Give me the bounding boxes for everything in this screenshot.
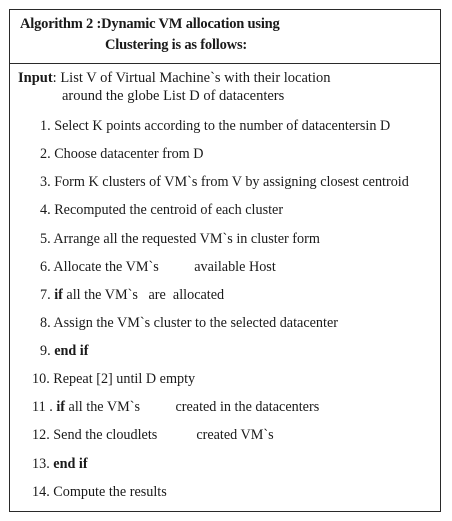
input-label: Input — [18, 70, 53, 86]
algorithm-header — [10, 10, 440, 64]
step-1 — [40, 118, 390, 135]
step-text: Recomputed the centroid of each cluster — [54, 202, 284, 218]
step-14 — [32, 484, 167, 501]
step-number: 4. — [40, 202, 51, 218]
step-text: Allocate the VM`s available Host — [53, 259, 276, 275]
step-5 — [40, 231, 320, 248]
step-number: 13. — [32, 456, 50, 472]
input-line-continuation: around the globe List D of datacenters — [62, 88, 285, 104]
step-number: 9. — [40, 343, 51, 359]
step-6 — [40, 259, 276, 276]
step-text: Form K clusters of VM`s from V by assigning closest centroid — [54, 174, 409, 190]
step-13 — [32, 456, 88, 473]
step-text: all the VM`s created in the datacenters — [68, 399, 320, 415]
step-number: 1. — [40, 118, 51, 134]
step-keyword: end if — [54, 343, 89, 359]
step-number: 7. — [40, 287, 51, 303]
step-number: 3. — [40, 174, 51, 190]
step-11 — [32, 399, 319, 416]
step-number: 2. — [40, 146, 51, 162]
step-text: Arrange all the requested VM`s in cluster form — [53, 231, 320, 247]
input-line — [18, 70, 330, 87]
input-text: : List V of Virtual Machine`s with their location — [52, 70, 331, 86]
step-text: Send the cloudlets created VM`s — [53, 427, 274, 443]
step-3 — [40, 174, 409, 191]
step-number: 6. — [40, 259, 51, 275]
step-7 — [40, 287, 224, 304]
step-number: 11 . — [32, 399, 53, 415]
step-number: 14. — [32, 484, 50, 500]
step-text: Compute the results — [53, 484, 167, 500]
step-text: all the VM`s are allocated — [66, 287, 225, 303]
step-10 — [32, 371, 195, 388]
step-text: Choose datacenter from D — [54, 146, 204, 162]
step-number: 10. — [32, 371, 50, 387]
step-text: Assign the VM`s cluster to the selected datacenter — [53, 315, 338, 331]
step-keyword: end if — [53, 456, 88, 472]
step-2 — [40, 146, 204, 163]
step-keyword: if — [56, 399, 65, 415]
step-8 — [40, 315, 338, 332]
algorithm-title: Algorithm 2 :Dynamic VM allocation using — [20, 16, 280, 32]
step-4 — [40, 202, 283, 219]
step-12 — [32, 427, 274, 444]
step-keyword: if — [54, 287, 63, 303]
step-number: 8. — [40, 315, 51, 331]
step-9 — [40, 343, 88, 360]
step-text: Select K points according to the number of datacentersin D — [54, 118, 391, 134]
step-number: 12. — [32, 427, 50, 443]
algorithm-box — [9, 9, 441, 512]
step-text: Repeat [2] until D empty — [53, 371, 196, 387]
step-number: 5. — [40, 231, 51, 247]
algorithm-subtitle: Clustering is as follows: — [105, 37, 248, 53]
